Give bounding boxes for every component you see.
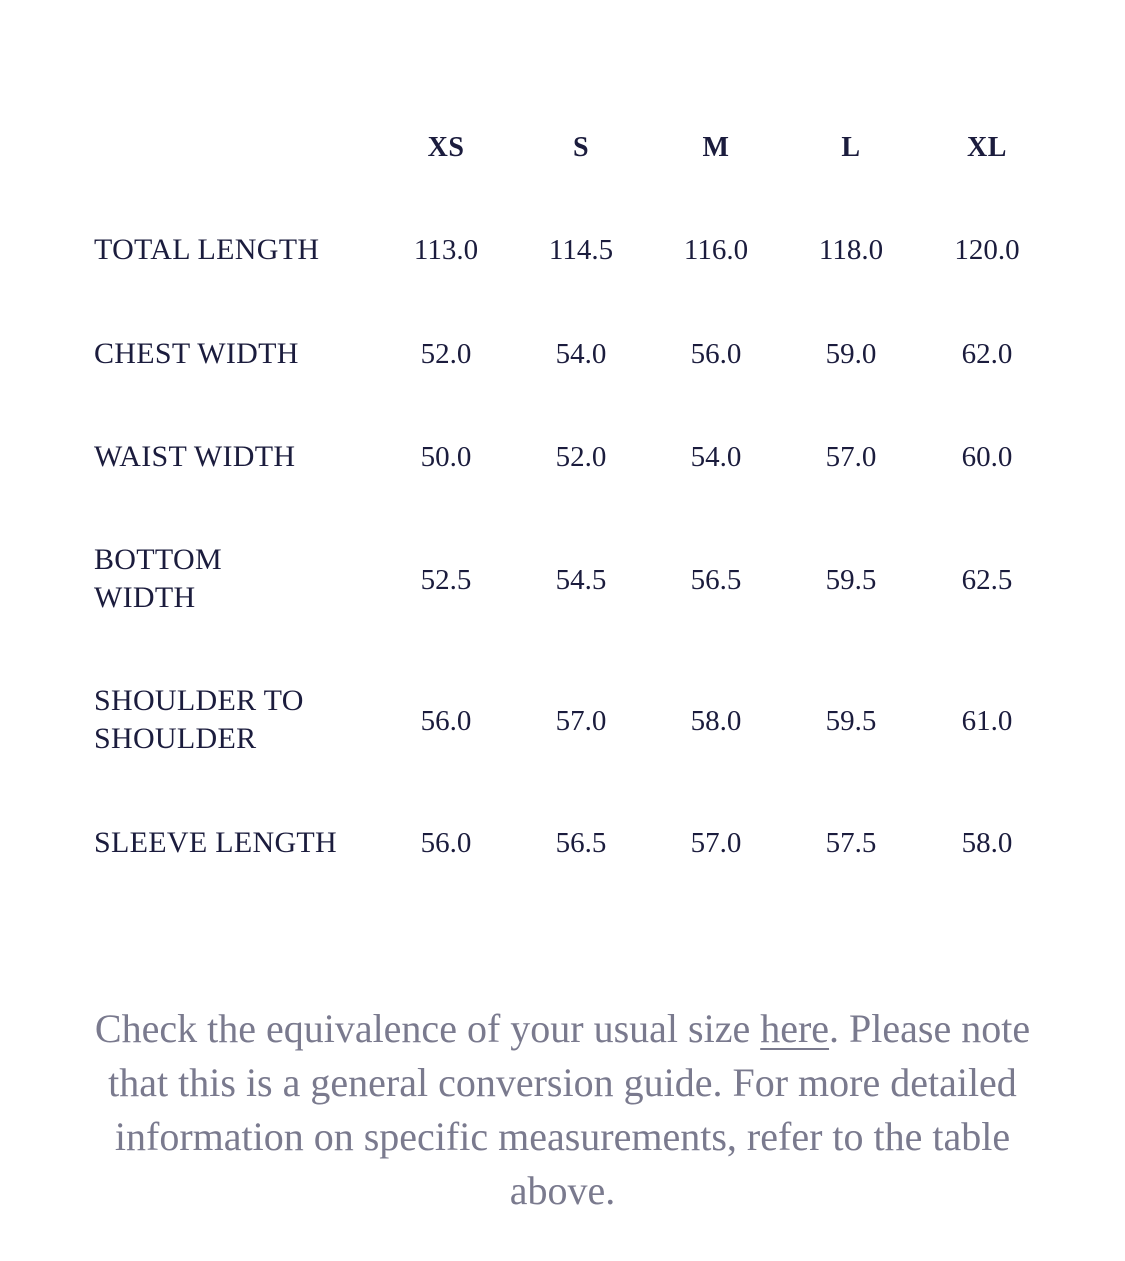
size-header-s: S xyxy=(572,132,590,163)
cell-waist-width-xl: 60.0 xyxy=(961,441,1013,473)
cell-bottom-width-xl: 62.5 xyxy=(961,564,1013,596)
size-header-m: M xyxy=(702,132,730,163)
cell-shoulder-m: 58.0 xyxy=(690,705,742,737)
cell-waist-width-s: 52.0 xyxy=(555,441,607,473)
cell-shoulder-l: 59.5 xyxy=(825,705,877,737)
cell-waist-width-xs: 50.0 xyxy=(420,441,472,473)
row-label-line: SHOULDER xyxy=(94,722,257,755)
row-label-sleeve-length: SLEEVE LENGTH xyxy=(94,826,338,859)
cell-bottom-width-m: 56.5 xyxy=(690,564,742,596)
row-label-chest-width: CHEST WIDTH xyxy=(94,337,299,370)
row-label-line: BOTTOM xyxy=(94,543,222,576)
row-label-shoulder-to-shoulder xyxy=(94,682,354,758)
cell-sleeve-length-m: 57.0 xyxy=(690,827,742,859)
cell-sleeve-length-s: 56.5 xyxy=(555,827,607,859)
cell-waist-width-l: 57.0 xyxy=(825,441,877,473)
cell-bottom-width-l: 59.5 xyxy=(825,564,877,596)
cell-shoulder-xs: 56.0 xyxy=(420,705,472,737)
cell-bottom-width-xs: 52.5 xyxy=(420,564,472,596)
cell-total-length-l: 118.0 xyxy=(818,234,884,266)
row-label-line: WIDTH xyxy=(94,581,196,614)
note-text-after-link: . Please note that this is a general conversion guide. For more detailed information on specific measurements, refer to the table above. xyxy=(108,1006,1031,1213)
cell-sleeve-length-xl: 58.0 xyxy=(961,827,1013,859)
cell-chest-width-m: 56.0 xyxy=(690,338,742,370)
cell-chest-width-s: 54.0 xyxy=(555,338,607,370)
cell-chest-width-xs: 52.0 xyxy=(420,338,472,370)
cell-shoulder-xl: 61.0 xyxy=(961,705,1013,737)
cell-bottom-width-s: 54.5 xyxy=(555,564,607,596)
size-header-xs: XS xyxy=(427,132,465,163)
cell-total-length-m: 116.0 xyxy=(683,234,749,266)
size-header-l: L xyxy=(841,132,861,163)
row-label-bottom-width xyxy=(94,541,354,617)
cell-total-length-xl: 120.0 xyxy=(954,234,1020,266)
row-label-line: SHOULDER TO xyxy=(94,684,304,717)
size-conversion-note xyxy=(92,1002,1033,1218)
size-equivalence-link[interactable]: here xyxy=(760,1006,830,1051)
size-header-xl: XL xyxy=(967,132,1007,163)
cell-sleeve-length-l: 57.5 xyxy=(825,827,877,859)
cell-sleeve-length-xs: 56.0 xyxy=(420,827,472,859)
cell-shoulder-s: 57.0 xyxy=(555,705,607,737)
note-text-before-link: Check the equivalence of your usual size xyxy=(94,1006,761,1051)
cell-chest-width-xl: 62.0 xyxy=(961,338,1013,370)
cell-total-length-xs: 113.0 xyxy=(413,234,479,266)
cell-waist-width-m: 54.0 xyxy=(690,441,742,473)
cell-total-length-s: 114.5 xyxy=(548,234,614,266)
cell-chest-width-l: 59.0 xyxy=(825,338,877,370)
row-label-total-length: TOTAL LENGTH xyxy=(94,233,320,266)
row-label-waist-width: WAIST WIDTH xyxy=(94,440,296,473)
